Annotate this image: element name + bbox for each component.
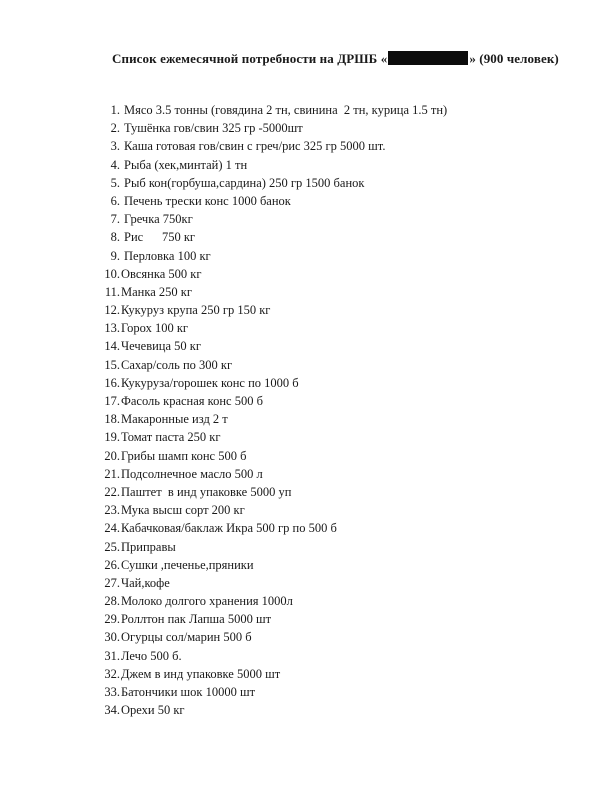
item-text: Тушёнка гов/свин 325 гр -5000шт xyxy=(124,121,303,136)
item-text: Овсянка 500 кг xyxy=(121,266,202,281)
item-text: Перловка 100 кг xyxy=(124,248,211,263)
list-item xyxy=(96,137,596,155)
list-item xyxy=(96,156,596,174)
item-text: Паштет в инд упаковке 5000 уп xyxy=(121,484,292,499)
item-text: Лечо 500 б. xyxy=(121,648,182,663)
item-number: 28. xyxy=(104,594,120,609)
item-text: Манка 250 кг xyxy=(121,284,192,299)
needs-list xyxy=(96,101,596,719)
list-item xyxy=(96,192,596,210)
list-item xyxy=(96,119,596,137)
item-text: Огурцы сол/марин 500 б xyxy=(121,630,252,645)
item-text: Приправы xyxy=(121,539,176,554)
item-text: Джем в инд упаковке 5000 шт xyxy=(121,666,281,681)
item-number: 34. xyxy=(104,703,120,718)
list-item xyxy=(96,647,596,665)
item-text: Подсолнечное масло 500 л xyxy=(121,466,263,481)
item-text: Мука высш сорт 200 кг xyxy=(121,503,245,518)
item-number: 6. xyxy=(110,193,120,208)
item-text: Сушки ,печенье,пряники xyxy=(121,557,254,572)
item-text: Грибы шамп конс 500 б xyxy=(121,448,247,463)
item-number: 24. xyxy=(104,521,120,536)
list-item xyxy=(96,665,596,683)
title-prefix: Список ежемесячной потребности на ДРШБ « xyxy=(112,51,388,66)
list-item xyxy=(96,519,596,537)
item-number: 18. xyxy=(104,412,120,427)
list-item xyxy=(96,465,596,483)
item-text: Мясо 3.5 тонны (говядина 2 тн, свинина 2 тн, курица 1.5 тн) xyxy=(124,103,448,117)
item-number: 19. xyxy=(104,430,120,445)
item-number: 26. xyxy=(104,557,120,572)
item-number: 27. xyxy=(104,575,120,590)
list-item xyxy=(96,337,596,355)
item-number: 29. xyxy=(104,612,120,627)
item-text: Каша готовая гов/свин с греч/рис 325 гр 5000 шт. xyxy=(124,139,386,154)
list-item xyxy=(96,628,596,646)
list-item xyxy=(96,574,596,592)
list-item xyxy=(96,556,596,574)
list-item xyxy=(96,283,596,301)
list-item xyxy=(96,228,596,246)
list-item xyxy=(96,319,596,337)
item-number: 7. xyxy=(110,212,120,227)
item-number: 13. xyxy=(104,321,120,336)
list-item xyxy=(96,538,596,556)
item-text: Томат паста 250 кг xyxy=(121,430,221,445)
item-text: Роллтон пак Лапша 5000 шт xyxy=(121,612,272,627)
item-number: 25. xyxy=(104,539,120,554)
list-item xyxy=(96,428,596,446)
document-title xyxy=(112,51,559,67)
item-text: Чечевица 50 кг xyxy=(121,339,201,354)
item-number: 17. xyxy=(104,394,120,408)
item-text: Горох 100 кг xyxy=(121,321,189,336)
list-item xyxy=(96,101,596,119)
item-text: Молоко долгого хранения 1000л xyxy=(121,594,293,609)
item-number: 30. xyxy=(104,630,120,645)
item-number: 5. xyxy=(110,175,120,190)
list-item xyxy=(96,392,596,410)
list-item xyxy=(96,501,596,519)
redaction-box xyxy=(388,51,468,65)
item-number: 9. xyxy=(110,248,120,263)
item-number: 31. xyxy=(104,648,120,663)
title-suffix: » (900 человек) xyxy=(469,51,559,66)
item-text: Гречка 750кг xyxy=(124,212,193,227)
item-number: 8. xyxy=(110,230,120,245)
item-text: Макаронные изд 2 т xyxy=(121,412,228,427)
list-item xyxy=(96,247,596,265)
item-number: 23. xyxy=(104,503,120,518)
item-text: Кабачковая/баклаж Икра 500 гр по 500 б xyxy=(121,521,337,536)
item-number: 20. xyxy=(104,448,120,463)
list-item xyxy=(96,610,596,628)
list-item xyxy=(96,301,596,319)
item-number: 2. xyxy=(110,121,120,136)
item-text: Печень трески конс 1000 банок xyxy=(124,193,291,208)
list-item xyxy=(96,701,596,719)
item-number: 14. xyxy=(104,339,120,354)
item-text: Кукуруза/горошек конс по 1000 б xyxy=(121,375,299,390)
item-text: Сахар/соль по 300 кг xyxy=(121,357,233,372)
item-text: Кукуруз крупа 250 гр 150 кг xyxy=(121,303,271,318)
item-number: 4. xyxy=(110,157,120,172)
item-number: 16. xyxy=(104,375,120,390)
item-text: Рыба (хек,минтай) 1 тн xyxy=(124,157,248,172)
item-number: 22. xyxy=(104,484,120,499)
item-number: 15. xyxy=(104,357,120,372)
item-text: Фасоль красная конс 500 б xyxy=(121,394,263,408)
item-number: 3. xyxy=(110,139,120,154)
item-number: 21. xyxy=(104,466,120,481)
item-number: 1. xyxy=(110,103,120,117)
list-item xyxy=(96,447,596,465)
item-number: 32. xyxy=(104,666,120,681)
item-text: Орехи 50 кг xyxy=(121,703,185,718)
list-item xyxy=(96,174,596,192)
item-number: 10. xyxy=(104,266,120,281)
list-item xyxy=(96,374,596,392)
list-item xyxy=(96,210,596,228)
item-number: 11. xyxy=(104,284,120,299)
list-item xyxy=(96,592,596,610)
list-item xyxy=(96,483,596,501)
item-number: 33. xyxy=(104,685,120,699)
list-item xyxy=(96,265,596,283)
item-text: Батончики шок 10000 шт xyxy=(121,685,256,699)
item-text: Рис 750 кг xyxy=(124,230,196,245)
list-item xyxy=(96,683,596,701)
item-number: 12. xyxy=(104,303,120,318)
item-text: Чай,кофе xyxy=(121,575,170,590)
list-item xyxy=(96,410,596,428)
list-item xyxy=(96,356,596,374)
item-text: Рыб кон(горбуша,сардина) 250 гр 1500 банок xyxy=(124,175,365,190)
